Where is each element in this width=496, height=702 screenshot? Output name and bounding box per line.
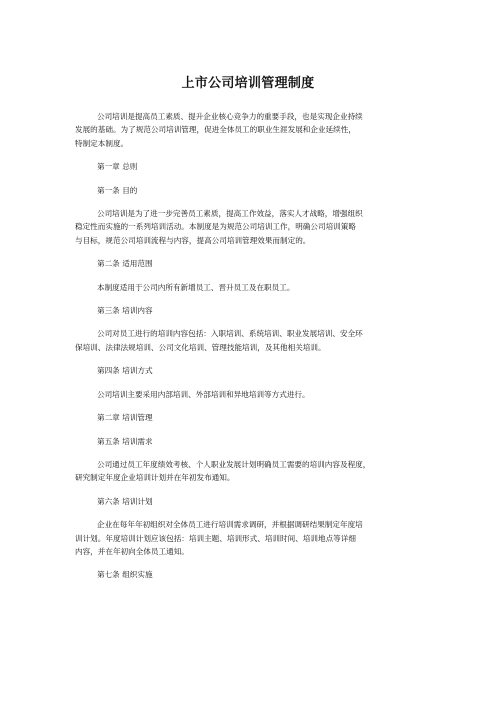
article-line: 保培训、法律法规培训、公司文化培训、管理技能培训，及其他相关培训。 bbox=[75, 342, 326, 352]
article-line: 公司培训主要采用内部培训、外部培训和异地培训等方式进行。 bbox=[97, 389, 310, 399]
document-body bbox=[75, 110, 427, 582]
article-line: 本制度适用于公司内所有新增员工、晋升员工及在职员工。 bbox=[97, 282, 295, 292]
article-heading: 第五条 培训需求 bbox=[97, 436, 153, 446]
article-line: 公司对员工进行的培训内容包括：入职培训、系统培训、职业发展培训、安全环 bbox=[97, 329, 363, 339]
article-line: 研究制定年度企业培训计划并在年初发布通知。 bbox=[75, 473, 235, 483]
article-line: 公司培训是为了进一步完善员工素质，提高工作效益，落实人才战略，增强组织 bbox=[97, 209, 363, 219]
intro-line: 公司培训是提高员工素质、提升企业核心竞争力的重要手段，也是实现企业持续 bbox=[97, 112, 363, 121]
intro-line: 特制定本制度。 bbox=[75, 138, 129, 148]
article-line: 内容，并在年初向全体员工通知。 bbox=[75, 546, 189, 556]
article-heading: 第一条 目的 bbox=[97, 185, 138, 195]
document-title: 上市公司培训管理制度 bbox=[181, 76, 315, 91]
article-heading: 第二条 适用范围 bbox=[97, 259, 153, 269]
article-line: 企业在每年年初组织对全体员工进行培训需求调研，并根据调研结果制定年度培 bbox=[97, 520, 363, 530]
article-line: 训计划。年度培训计划应该包括：培训主题、培训形式、培训时间、培训地点等详细 bbox=[75, 533, 356, 543]
chapter-heading: 第二章 培训管理 bbox=[97, 413, 153, 423]
article-line: 与目标，规范公司培训流程与内容，提高公司培训管理效果而制定的。 bbox=[75, 235, 311, 245]
article-heading: 第六条 培训计划 bbox=[97, 496, 153, 506]
article-line: 公司通过员工年度绩效考核、个人职业发展计划明确员工需要的培训内容及程度， bbox=[97, 459, 371, 469]
article-line: 稳定性而实施的一系列培训活动。本制度是为规范公司培训工作，明确公司培训策略 bbox=[75, 222, 356, 232]
article-heading: 第三条 培训内容 bbox=[97, 306, 153, 316]
article-heading: 第七条 组织实施 bbox=[97, 570, 153, 580]
article-heading: 第四条 培训方式 bbox=[97, 366, 153, 376]
chapter-heading: 第一章 总则 bbox=[97, 162, 138, 172]
intro-line: 发展的基础。为了规范公司培训管理，促进全体员工的职业生涯发展和企业延续性， bbox=[75, 125, 356, 135]
